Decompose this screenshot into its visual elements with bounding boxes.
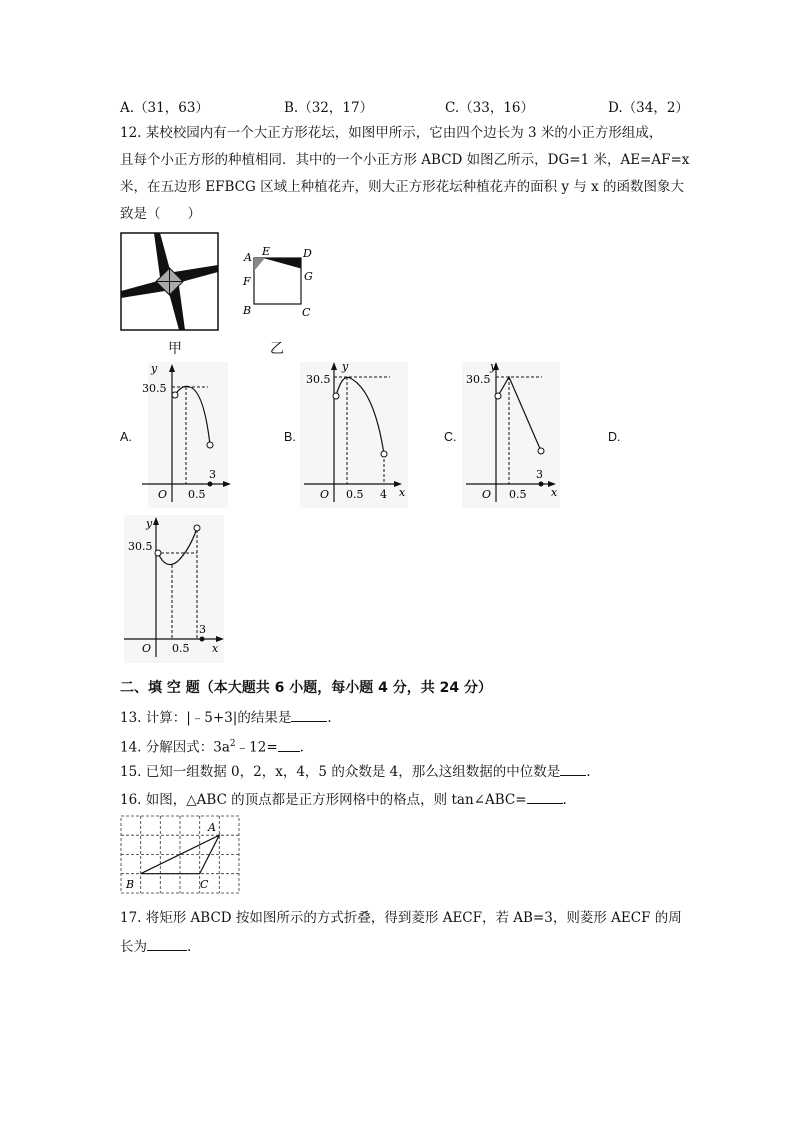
q11-option-a: A.（31，63） [120, 100, 209, 116]
q12-line-2: 且每个小正方形的种植相同．其中的一个小正方形 ABCD 如图乙所示，DG=1 米，AE=AF=x [120, 152, 690, 168]
graph-b-x-end: 4 [380, 488, 387, 501]
q11-option-d: D.（34，2） [608, 100, 689, 116]
graph-b-x-tick: 0.5 [346, 488, 364, 501]
label-d: D [303, 247, 312, 260]
label-c: C [302, 306, 311, 319]
graph-b-origin: O [320, 488, 330, 501]
graph-b-x-label: x [399, 486, 406, 499]
graph-option-c-label: C. [444, 430, 457, 444]
label-a: A [244, 251, 252, 264]
graph-b-y-label: y [342, 362, 349, 373]
graph-d-y-tick: 30.5 [128, 540, 153, 553]
graph-a-x-end: 3 [209, 468, 216, 481]
q16-answer-blank[interactable] [527, 789, 563, 804]
graph-c-x-tick: 0.5 [509, 488, 527, 501]
q14: 14. 分解因式：$3a^2﹣12=$ . [120, 734, 304, 758]
q16-label-a: A [208, 821, 216, 834]
q11-option-b: B.（32，17） [284, 100, 374, 116]
q12-line-4: 致是（ ） [120, 206, 201, 222]
graph-a-origin: O [158, 488, 168, 501]
graph-b-y-tick: 30.5 [306, 373, 331, 386]
graph-c-x-end: 3 [536, 468, 543, 481]
graph-d-x-tick: 0.5 [172, 642, 190, 655]
graph-c-y-label: y [490, 362, 497, 373]
figure-yi [240, 244, 320, 322]
graph-d-y-label: y [146, 517, 153, 530]
graph-c-y-tick: 30.5 [466, 373, 491, 386]
graph-a-y-label: y [151, 362, 158, 375]
figure-yi-caption: 乙 [270, 341, 284, 357]
q17-line-1: 17. 将矩形 ABCD 按如图所示的方式折叠，得到菱形 AECF，若 AB=3，则菱形 AECF 的周 [120, 910, 682, 926]
label-g: G [304, 270, 313, 283]
graph-d-x-end: 3 [199, 623, 206, 636]
label-b: B [243, 304, 252, 317]
q15: 15. 已知一组数据 0，2，x，4，5 的众数是 4，那么这组数据的中位数是 . [120, 761, 591, 782]
label-f: F [243, 275, 251, 288]
figure-jia-caption: 甲 [168, 341, 182, 357]
graph-option-a-label: A. [120, 430, 132, 444]
q17-line-2: 长为 . [120, 936, 191, 957]
graph-b [300, 362, 410, 510]
q16-label-b: B [126, 878, 135, 891]
label-e: E [262, 245, 271, 258]
section-2-heading: 二、填 空 题（本大题共 6 小题，每小题 4 分，共 24 分） [120, 680, 492, 696]
graph-option-b-label: B. [284, 430, 296, 444]
figure-jia [120, 232, 220, 332]
q14-answer-blank[interactable] [278, 737, 300, 752]
q17-answer-blank[interactable] [147, 936, 187, 951]
q12-line-1: 12. 某校校园内有一个大正方形花坛，如图甲所示，它由四个边长为 3 米的小正方形组成， [120, 125, 663, 141]
q16-label-c: C [200, 878, 209, 891]
graph-c [462, 362, 562, 510]
graph-d-origin: O [142, 642, 152, 655]
q16-grid-figure [120, 815, 244, 895]
q13-answer-blank[interactable] [291, 707, 327, 722]
graph-d [120, 515, 228, 665]
q11-option-c: C.（33，16） [445, 100, 534, 116]
graph-d-x-label: x [212, 642, 219, 655]
graph-option-d-label: D. [608, 430, 621, 444]
graph-a-y-tick: 30.5 [142, 382, 167, 395]
graph-c-x-label: x [551, 486, 558, 499]
q13: 13. 计算：|﹣5+3|的结果是 . [120, 707, 332, 728]
graph-a [138, 362, 232, 510]
graph-a-x-tick: 0.5 [188, 488, 206, 501]
q12-line-3: 米，在五边形 EFBCG 区域上种植花卉，则大正方形花坛种植花卉的面积 y 与 x 的函数图象大 [120, 179, 684, 195]
graph-c-origin: O [482, 488, 492, 501]
q16: 16. 如图，△ABC 的顶点都是正方形网格中的格点，则 tan∠ABC= . [120, 789, 567, 810]
q15-answer-blank[interactable] [560, 761, 586, 776]
